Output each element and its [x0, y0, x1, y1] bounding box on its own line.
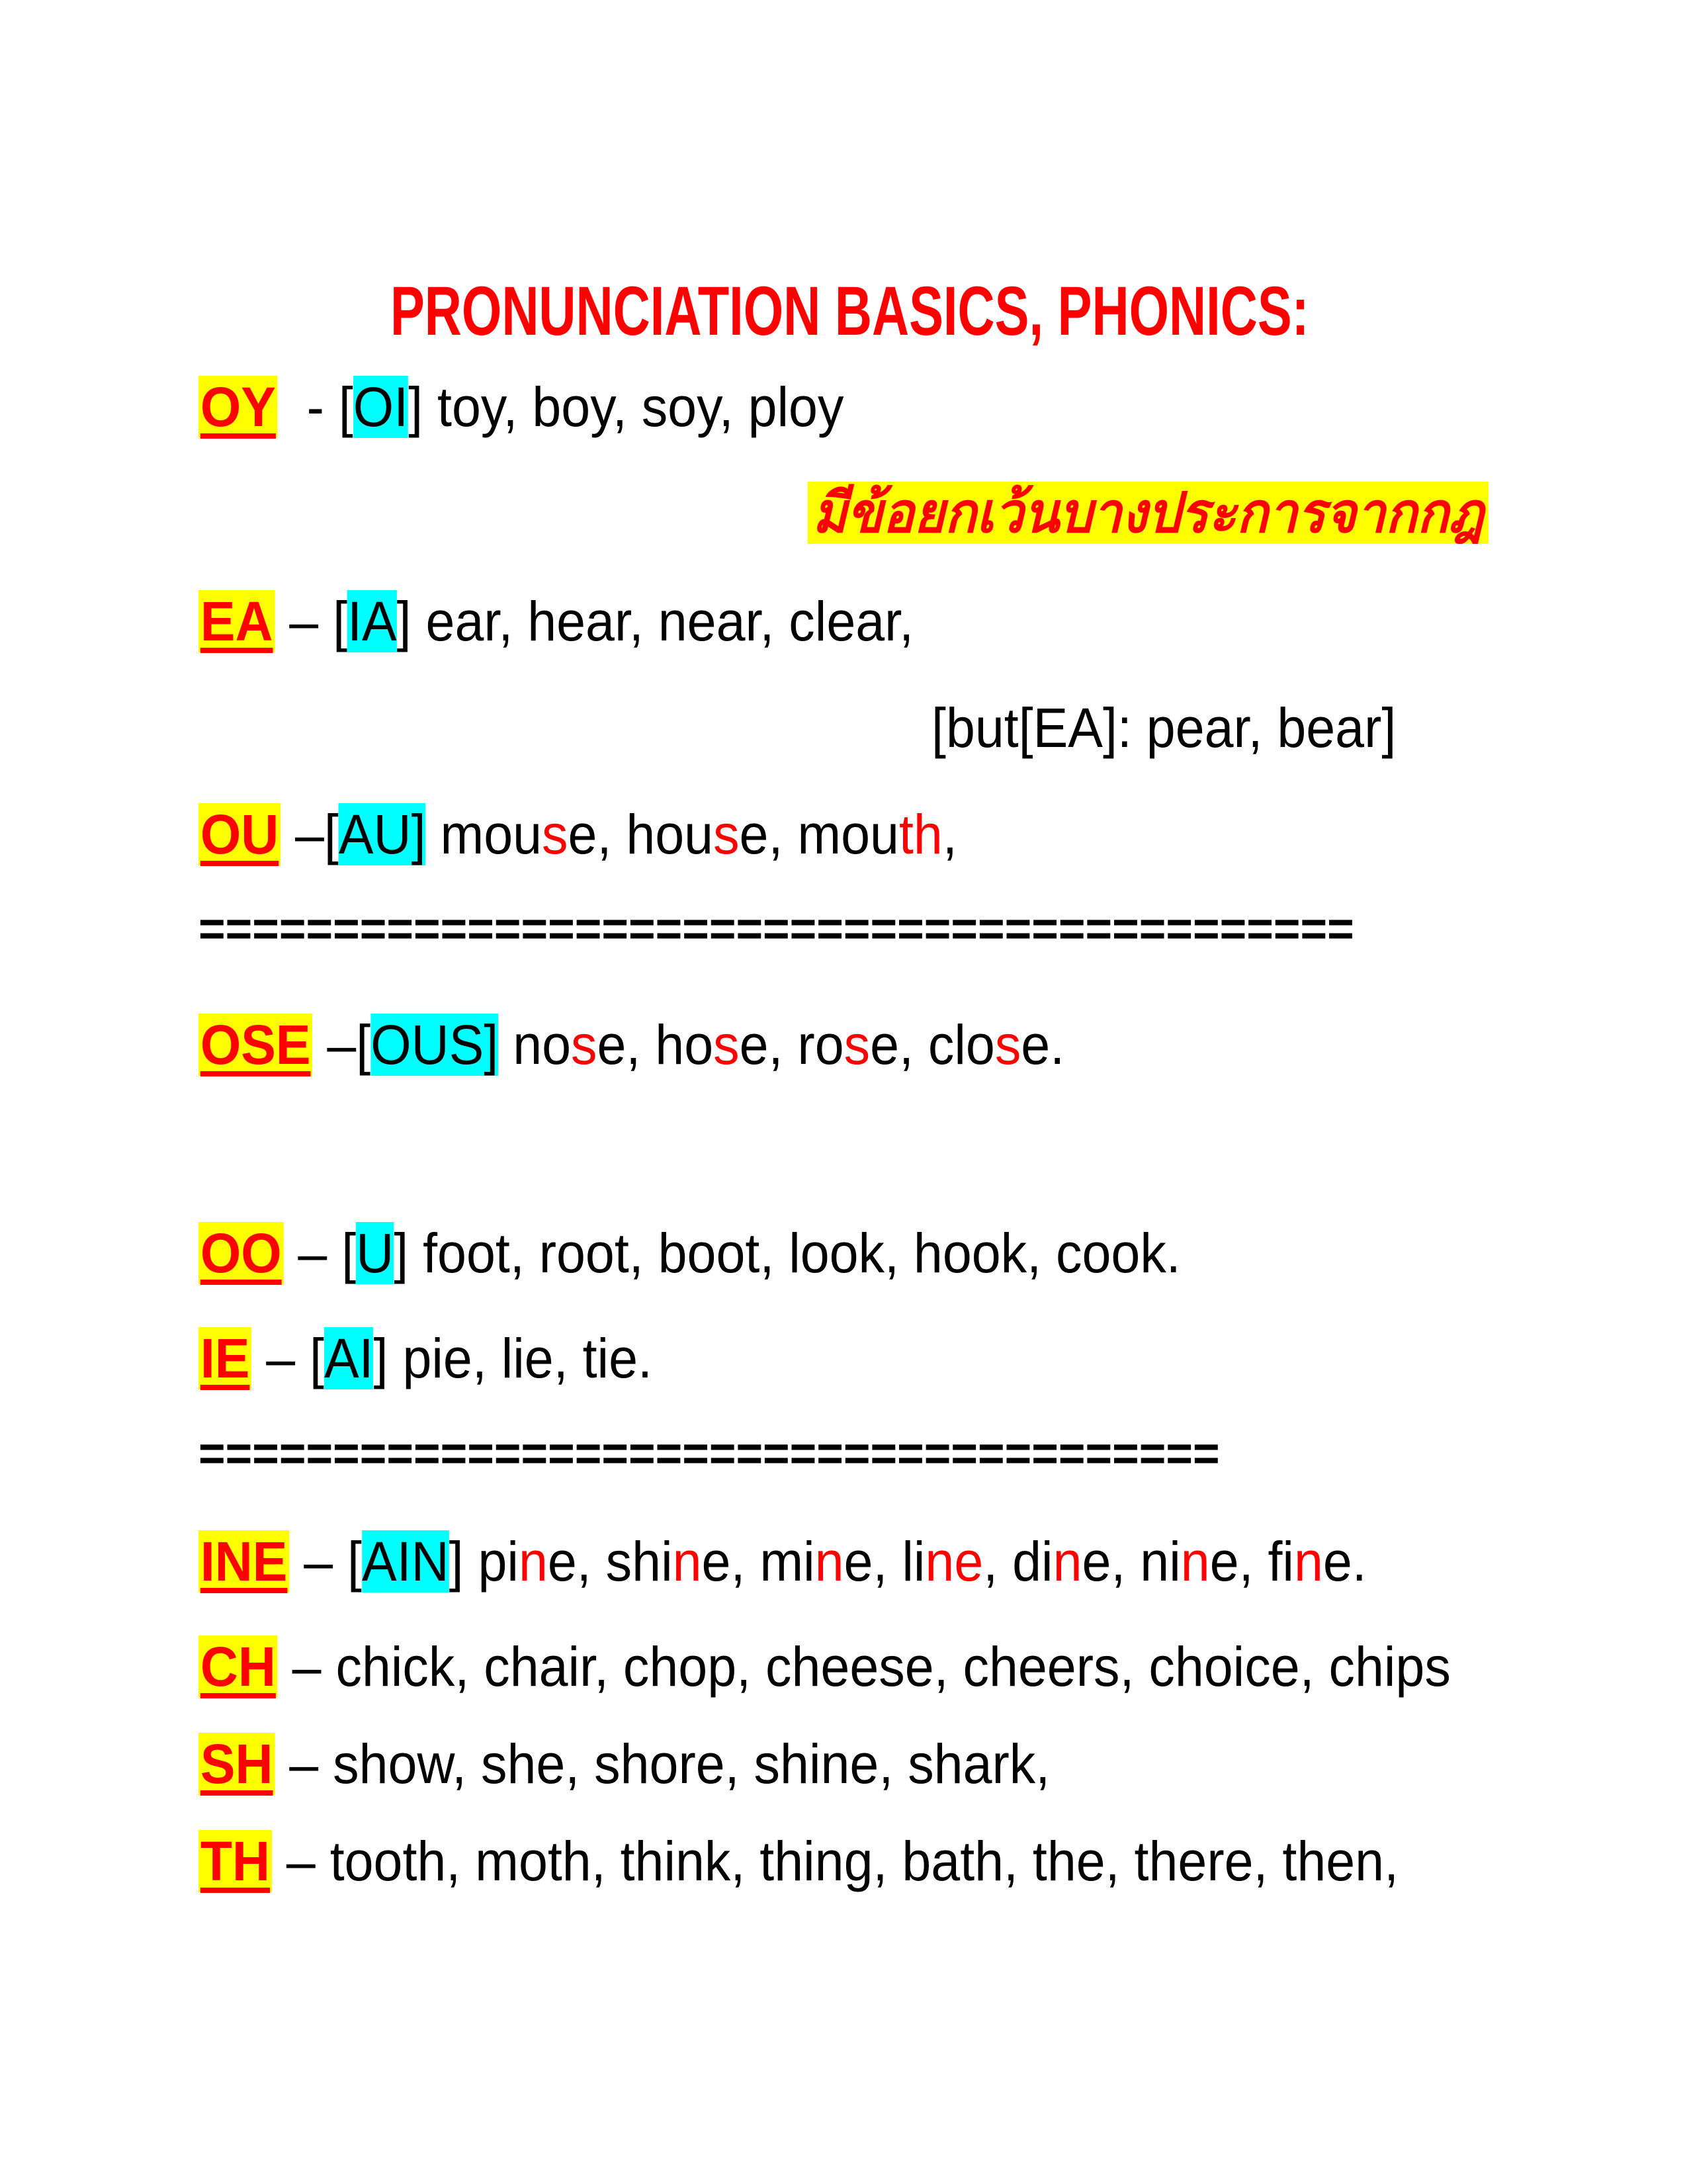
text-segment: e, ro [739, 1014, 844, 1076]
text-segment: มีข้อยกเว้นบางประการจากกฎ [807, 482, 1489, 544]
text-segment: e, fi [1209, 1530, 1294, 1593]
phonics-line-oo [198, 1219, 1181, 1288]
text-segment: n [1180, 1530, 1210, 1593]
page-title-row [0, 263, 1687, 360]
text-segment: n [518, 1530, 548, 1593]
text-segment: – chick, chair, chop, cheese, cheers, choice, chips [277, 1636, 1451, 1698]
text-segment: CH [198, 1636, 278, 1698]
text-segment: INE [198, 1530, 289, 1593]
thai-exception-note [807, 479, 1489, 547]
text-segment: –[ [281, 803, 339, 865]
text-segment: e, ho [597, 1014, 714, 1076]
text-segment: n [672, 1530, 702, 1593]
text-segment: s [713, 1014, 740, 1076]
text-segment: e, clo [870, 1014, 995, 1076]
text-segment: ] foot, root, boot, look, hook, cook. [394, 1222, 1181, 1284]
text-segment: th [898, 803, 943, 865]
divider-equals-2 [198, 1419, 1220, 1487]
text-segment: SH [198, 1733, 275, 1795]
phonics-line-sh [198, 1730, 1050, 1798]
text-segment: n [814, 1530, 844, 1593]
text-segment: AIN [361, 1530, 449, 1593]
text-segment: –[ [312, 1014, 371, 1076]
text-segment: OU [198, 803, 281, 865]
text-segment: [but[EA]: pear, bear] [931, 697, 1397, 759]
text-segment: no [498, 1014, 572, 1076]
text-segment: e, mou [739, 803, 899, 865]
phonics-line-ine [198, 1528, 1367, 1596]
text-segment: – [ [275, 590, 348, 652]
phonics-line-ie [198, 1325, 652, 1393]
text-segment: IA [347, 590, 397, 652]
text-segment: s [994, 1014, 1021, 1076]
text-segment: s [844, 1014, 871, 1076]
text-segment: ne [925, 1530, 984, 1593]
text-segment: e, shi [547, 1530, 673, 1593]
divider-equals-1 [198, 895, 1354, 963]
text-segment: TH [198, 1830, 272, 1892]
phonics-line-ose [198, 1011, 1064, 1079]
phonics-line-ch [198, 1633, 1451, 1701]
text-segment: e. [1021, 1014, 1065, 1076]
text-segment: s [571, 1014, 597, 1076]
text-segment: AU] [338, 803, 426, 865]
text-segment: ] pi [449, 1530, 519, 1593]
text-segment: s [542, 803, 568, 865]
text-segment: e, li [844, 1530, 926, 1593]
text-segment: mou [425, 803, 542, 865]
text-segment: – tooth, moth, think, thing, bath, the, there, then, [271, 1830, 1399, 1892]
phonics-line-ou [198, 801, 957, 869]
text-segment: – show, she, shore, shine, shark, [275, 1733, 1051, 1795]
text-segment: – [ [289, 1530, 362, 1593]
text-segment: e, mi [701, 1530, 815, 1593]
text-segment: - [ [277, 376, 353, 438]
text-segment: OY [198, 376, 278, 438]
page-title: PRONUNCIATION BASICS, PHONICS: [390, 273, 1309, 350]
text-segment: EA [198, 590, 275, 652]
text-segment: AI [324, 1327, 374, 1389]
text-segment: n [1053, 1530, 1082, 1593]
text-segment: n [1293, 1530, 1323, 1593]
text-segment: e. [1322, 1530, 1367, 1593]
text-segment: OI [353, 376, 409, 438]
text-segment: OUS] [370, 1014, 499, 1076]
phonics-line-ea [198, 588, 914, 656]
text-segment: ] pie, lie, tie. [373, 1327, 652, 1389]
text-segment: – [ [251, 1327, 324, 1389]
text-segment: – [ [283, 1222, 357, 1284]
text-segment: e, ni [1082, 1530, 1181, 1593]
text-segment: , di [983, 1530, 1053, 1593]
text-segment: s [713, 803, 740, 865]
text-segment: ====================================== [198, 1426, 1220, 1481]
text-segment: OSE [198, 1014, 312, 1076]
text-segment: =========================================== [198, 901, 1354, 956]
phonics-line-th [198, 1827, 1399, 1896]
text-segment: ] ear, hear, near, clear, [396, 590, 914, 652]
phonics-line-oy [198, 373, 844, 441]
text-segment: ] toy, boy, soy, ploy [408, 376, 844, 438]
text-segment: , [942, 803, 957, 865]
text-segment: U [356, 1222, 394, 1284]
ea-exception-note [931, 694, 1396, 762]
text-segment: IE [198, 1327, 251, 1389]
text-segment: OO [198, 1222, 283, 1284]
text-segment: e, hou [568, 803, 714, 865]
